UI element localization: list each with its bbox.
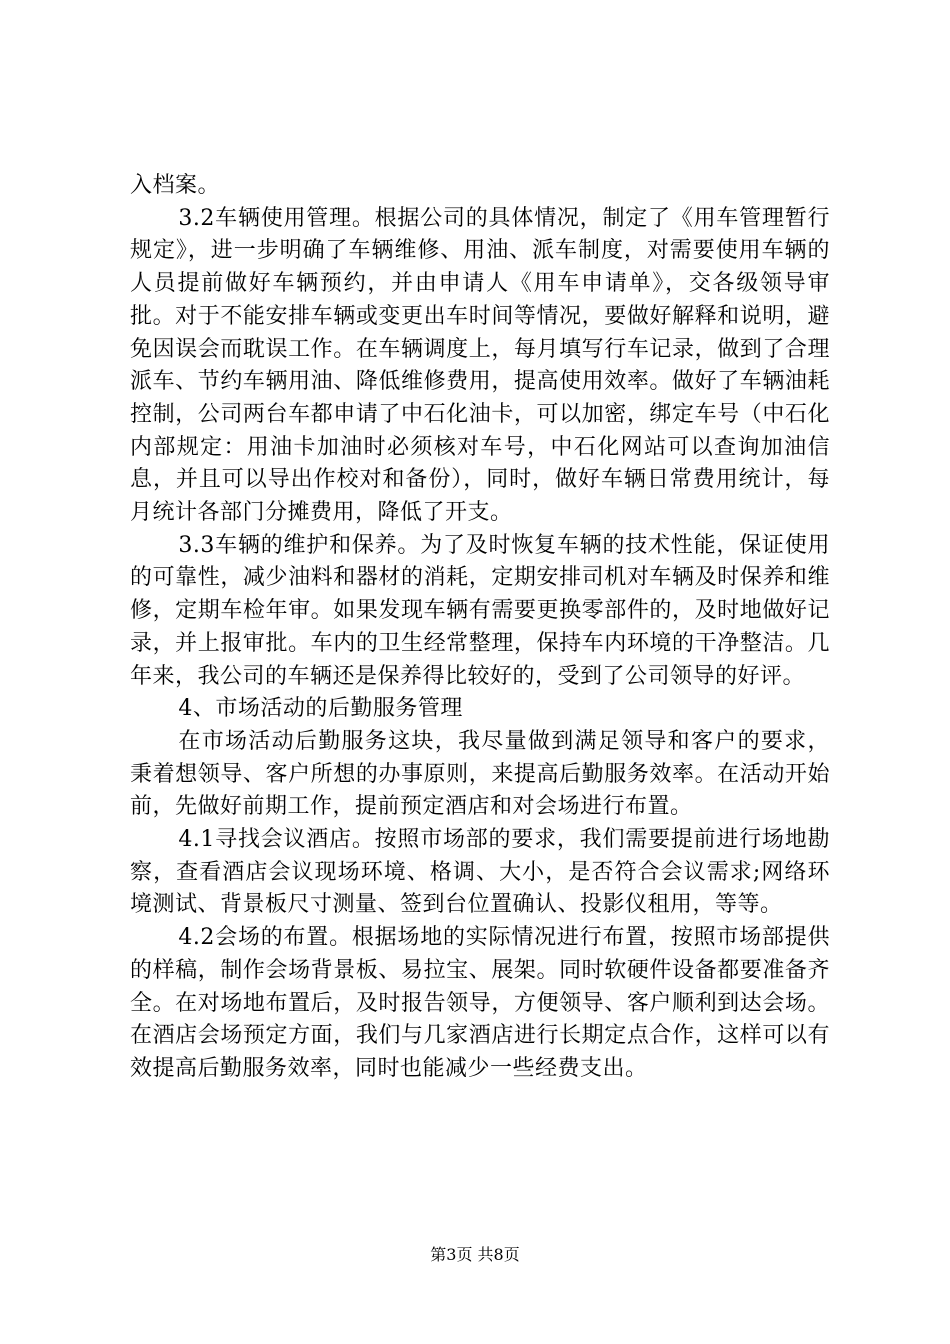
paragraph-vehicle-usage: 3.2车辆使用管理。根据公司的具体情况，制定了《用车管理暂行规定》，进一步明确了车辆维修、用油、派车制度，对需要使用车辆的人员提前做好车辆预约，并由申请人《用车申请单》，交各级领导审批。对于不能安排车辆或变更出车时间等情况，要做好解释和说明，避免因误会而耽误工作。在车辆调度上，每月填写行车记录，做到了合理派车、节约车辆用油、降低维修费用，提高使用效率。做好了车辆油耗控制，公司两台车都申请了中石化油卡，可以加密，绑定车号（中石化内部规定：用油卡加油时必须核对车号，中石化网站可以查询加油信息，并且可以导出作校对和备份），同时，做好车辆日常费用统计，每月统计各部门分摊费用，降低了开支。 <box>130 205 830 526</box>
section-heading-market-logistics: 4、市场活动的后勤服务管理 <box>178 696 463 722</box>
paragraph-vehicle-maintenance: 3.3车辆的维护和保养。为了及时恢复车辆的技术性能，保证使用的可靠性，减少油料和器材的消耗，定期安排司机对车辆及时保养和维修，定期车检年审。如果发现车辆有需要更换零部件的，及时地做好记录，并上报审批。车内的卫生经常整理，保持车内环境的干净整洁。几年来，我公司的车辆还是保养得比较好的，受到了公司领导的好评。 <box>130 532 830 689</box>
paragraph-venue-setup: 4.2会场的布置。根据场地的实际情况进行布置，按照市场部提供的样稿，制作会场背景板、易拉宝、展架。同时软硬件设备都要准备齐全。在对场地布置后，及时报告领导，方便领导、客户顺利到达会场。在酒店会场预定方面，我们与几家酒店进行长期定点合作，这样可以有效提高后勤服务效率，同时也能减少一些经费支出。 <box>130 925 830 1081</box>
paragraph-continuation: 入档案。 <box>130 173 221 198</box>
paragraph-market-logistics: 在市场活动后勤服务这块，我尽量做到满足领导和客户的要求，秉着想领导、客户所想的办事原则，来提高后勤服务效率。在活动开始前，先做好前期工作，提前预定酒店和对会场进行布置。 <box>130 728 830 820</box>
document-body <box>130 170 830 1086</box>
page-number-footer: 第3页 共8页 <box>430 1245 520 1264</box>
paragraph-find-hotel: 4.1寻找会议酒店。按照市场部的要求，我们需要提前进行场地勘察，查看酒店会议现场环境、格调、大小，是否符合会议需求;网络环境测试、背景板尺寸测量、签到台位置确认、投影仪租用，等等。 <box>130 827 830 918</box>
